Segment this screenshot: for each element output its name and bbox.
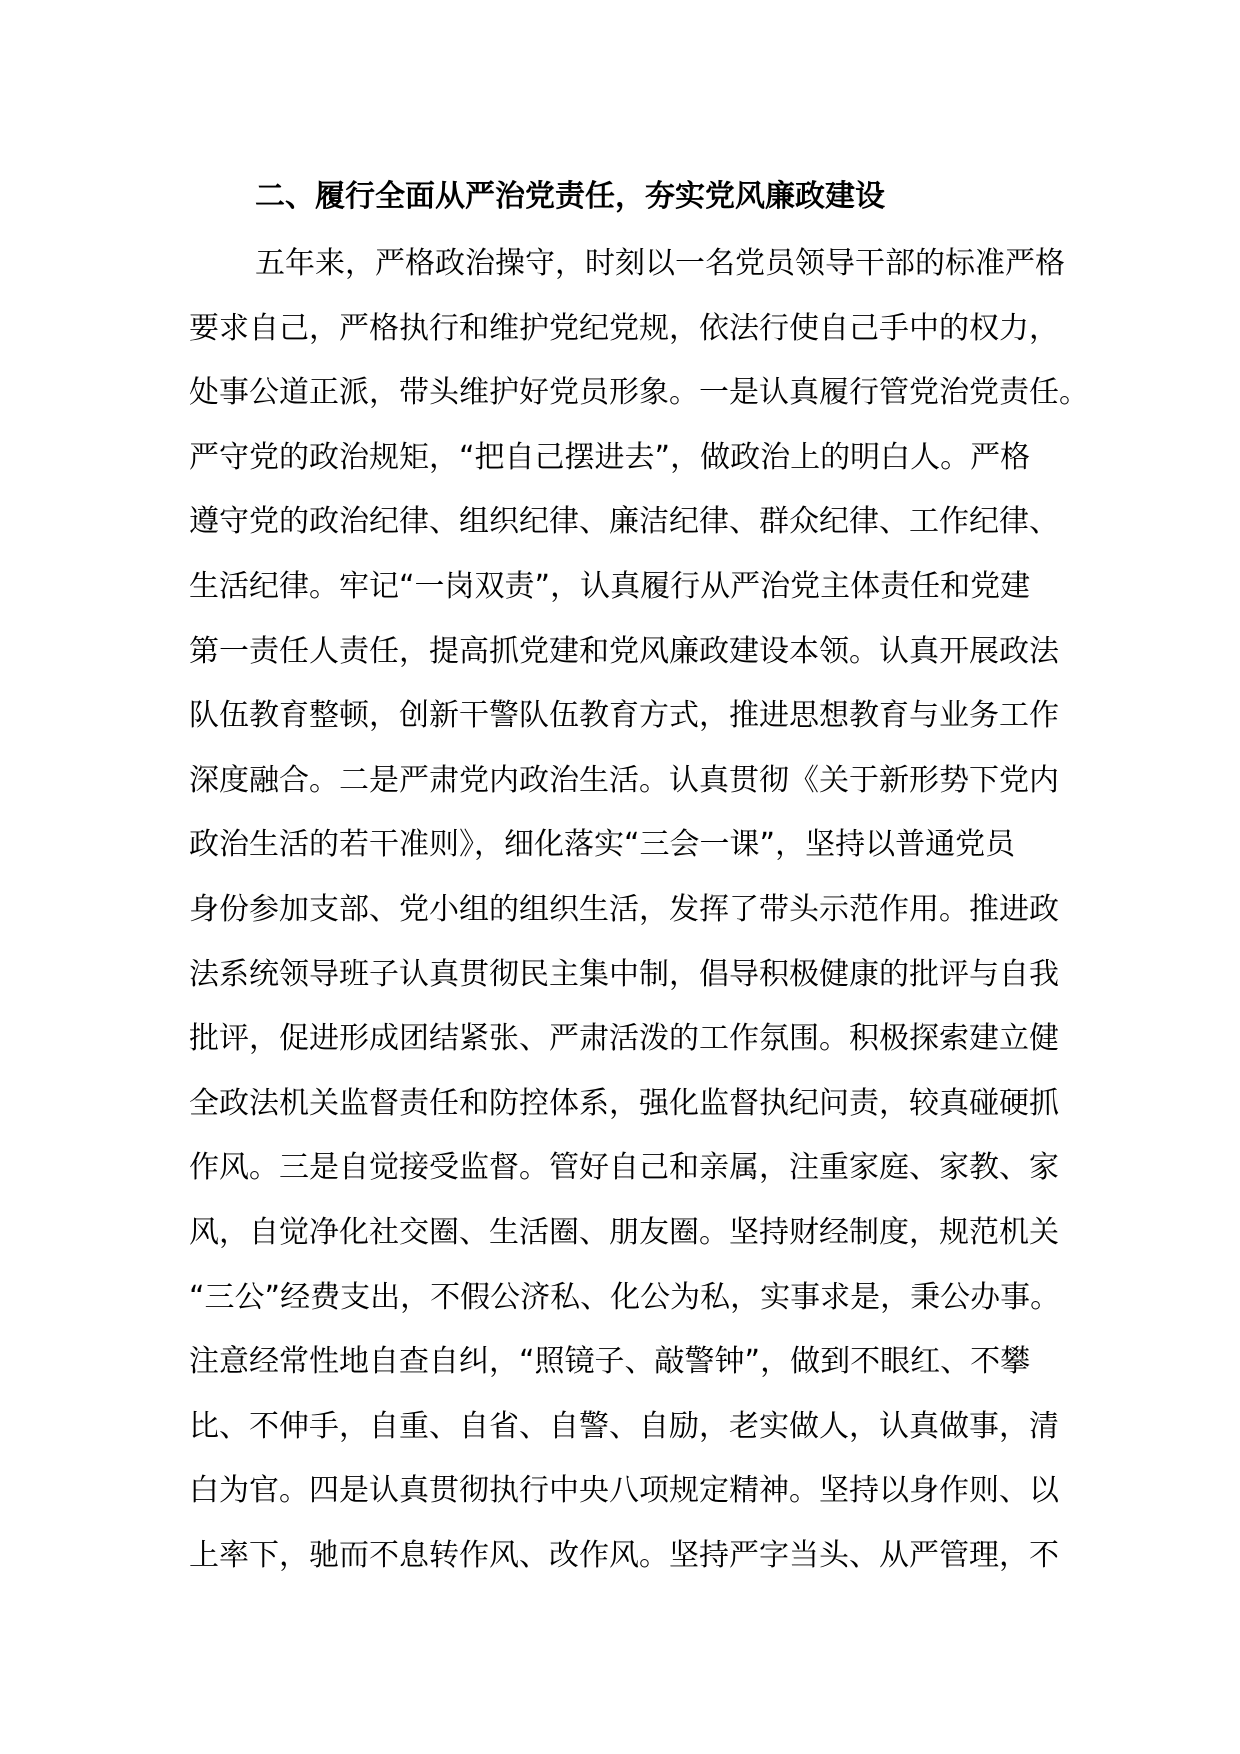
text-line: 深度融合。二是严肃党内政治生活。认真贯彻《关于新形势下党内 xyxy=(189,762,1059,798)
text-line: 政治生活的若干准则》，细化落实“三会一课”，坚持以普通党员 xyxy=(189,827,1016,863)
text-line: 第一责任人责任，提高抓党建和党风廉政建设本领。认真开展政法 xyxy=(189,633,1059,669)
text-line: 批评，促进形成团结紧张、严肃活泼的工作氛围。积极探索建立健 xyxy=(189,1021,1059,1057)
text-line: 白为官。四是认真贯彻执行中央八项规定精神。坚持以身作则、以 xyxy=(189,1473,1059,1509)
text-line: 处事公道正派，带头维护好党员形象。一是认真履行管党治党责任。 xyxy=(189,375,1089,411)
text-line: “三公”经费支出，不假公济私、化公为私，实事求是，秉公办事。 xyxy=(189,1279,1061,1315)
text-line: 严守党的政治规矩，“把自己摆进去”，做政治上的明白人。严格 xyxy=(189,439,1031,475)
text-line: 作风。三是自觉接受监督。管好自己和亲属，注重家庭、家教、家 xyxy=(189,1150,1059,1186)
text-line: 比、不伸手，自重、自省、自警、自励，老实做人，认真做事，清 xyxy=(189,1408,1059,1444)
text-line: 全政法机关监督责任和防控体系，强化监督执纪问责，较真碰硬抓 xyxy=(189,1085,1059,1121)
text-line: 注意经常性地自查自纠，“照镜子、敲警钟”，做到不眼红、不攀 xyxy=(189,1344,1031,1380)
text-line: 生活纪律。牢记“一岗双责”，认真履行从严治党主体责任和党建 xyxy=(189,568,1031,604)
text-line: 遵守党的政治纪律、组织纪律、廉洁纪律、群众纪律、工作纪律、 xyxy=(189,504,1059,540)
text-line: 队伍教育整顿，创新干警队伍教育方式，推进思想教育与业务工作 xyxy=(189,698,1059,734)
text-line: 身份参加支部、党小组的组织生活，发挥了带头示范作用。推进政 xyxy=(189,891,1059,927)
text-line: 五年来，严格政治操守，时刻以一名党员领导干部的标准严格 xyxy=(255,246,1065,281)
text-line: 上率下，驰而不息转作风、改作风。坚持严字当头、从严管理，不 xyxy=(189,1537,1059,1573)
text-line: 风，自觉净化社交圈、生活圈、朋友圈。坚持财经制度，规范机关 xyxy=(189,1214,1059,1250)
text-line: 要求自己，严格执行和维护党纪党规，依法行使自己手中的权力， xyxy=(189,310,1059,346)
text-line: 法系统领导班子认真贯彻民主集中制，倡导积极健康的批评与自我 xyxy=(189,956,1059,992)
section-heading: 二、履行全面从严治党责任，夯实党风廉政建设 xyxy=(255,179,885,214)
body-paragraph xyxy=(189,232,1089,1588)
